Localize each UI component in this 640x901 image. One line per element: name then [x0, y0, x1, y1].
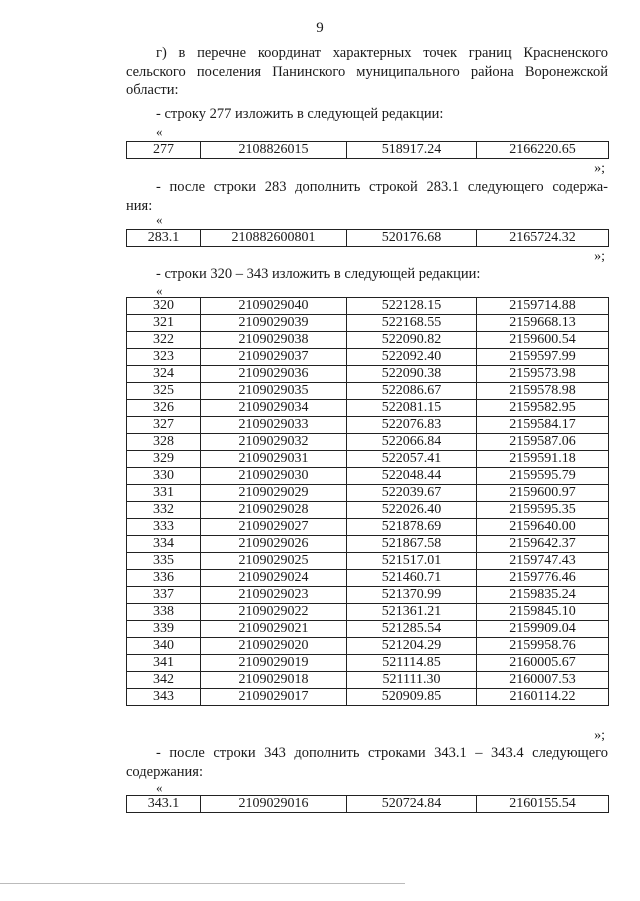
x-coordinate-cell: 522092.40 [347, 349, 477, 366]
point-id-cell: 2109029023 [201, 587, 347, 604]
section2-close-quote: »; [594, 249, 605, 264]
x-coordinate-cell: 518917.24 [347, 142, 477, 159]
section2-table [126, 229, 609, 247]
y-coordinate-cell: 2159597.99 [477, 349, 609, 366]
y-coordinate-cell: 2159845.10 [477, 604, 609, 621]
point-id-cell: 2109029020 [201, 638, 347, 655]
section3-table [126, 297, 609, 706]
table-row [127, 536, 609, 553]
point-number-cell: 328 [127, 434, 201, 451]
point-number-cell: 327 [127, 417, 201, 434]
point-number-cell: 321 [127, 315, 201, 332]
table-row [127, 638, 609, 655]
section2-open-quote: « [156, 212, 163, 227]
table-row [127, 315, 609, 332]
intro-line-3: области: [126, 82, 179, 98]
table-row [127, 604, 609, 621]
table-row [127, 417, 609, 434]
section1-instruction: - строку 277 изложить в следующей редакции: [156, 106, 444, 122]
table-row [127, 587, 609, 604]
y-coordinate-cell: 2159584.17 [477, 417, 609, 434]
x-coordinate-cell: 521878.69 [347, 519, 477, 536]
point-number-cell: 336 [127, 570, 201, 587]
x-coordinate-cell: 522048.44 [347, 468, 477, 485]
x-coordinate-cell: 522026.40 [347, 502, 477, 519]
point-number-cell: 343 [127, 689, 201, 706]
x-coordinate-cell: 522168.55 [347, 315, 477, 332]
table-row [127, 434, 609, 451]
x-coordinate-cell: 522039.67 [347, 485, 477, 502]
x-coordinate-cell: 520909.85 [347, 689, 477, 706]
point-number-cell: 334 [127, 536, 201, 553]
point-number-cell: 337 [127, 587, 201, 604]
table-row [127, 142, 609, 159]
point-number-cell: 342 [127, 672, 201, 689]
point-id-cell: 2109029033 [201, 417, 347, 434]
point-number-cell: 339 [127, 621, 201, 638]
point-number-cell: 320 [127, 298, 201, 315]
page-number: 9 [316, 20, 324, 36]
x-coordinate-cell: 520724.84 [347, 796, 477, 813]
table-row [127, 332, 609, 349]
section3-instruction: - строки 320 – 343 изложить в следующей редакции: [156, 266, 481, 282]
point-number-cell: 343.1 [127, 796, 201, 813]
y-coordinate-cell: 2159587.06 [477, 434, 609, 451]
point-id-cell: 2109029029 [201, 485, 347, 502]
x-coordinate-cell: 521867.58 [347, 536, 477, 553]
table-row [127, 502, 609, 519]
table-row [127, 400, 609, 417]
y-coordinate-cell: 2159958.76 [477, 638, 609, 655]
y-coordinate-cell: 2165724.32 [477, 230, 609, 247]
point-id-cell: 2109029034 [201, 400, 347, 417]
point-id-cell: 2109029031 [201, 451, 347, 468]
point-number-cell: 330 [127, 468, 201, 485]
y-coordinate-cell: 2159640.00 [477, 519, 609, 536]
point-number-cell: 340 [127, 638, 201, 655]
table-row [127, 349, 609, 366]
x-coordinate-cell: 522090.82 [347, 332, 477, 349]
x-coordinate-cell: 522076.83 [347, 417, 477, 434]
table-row [127, 553, 609, 570]
section3-open-quote: « [156, 283, 163, 298]
intro-line-2: сельского поселения Панинского муниципального района Воронежской [126, 63, 608, 80]
x-coordinate-cell: 521204.29 [347, 638, 477, 655]
y-coordinate-cell: 2159591.18 [477, 451, 609, 468]
y-coordinate-cell: 2159578.98 [477, 383, 609, 400]
point-number-cell: 331 [127, 485, 201, 502]
table-row [127, 796, 609, 813]
y-coordinate-cell: 2159600.54 [477, 332, 609, 349]
intro-line-1: г) в перечне координат характерных точек границ Красненского [156, 45, 608, 61]
x-coordinate-cell: 521285.54 [347, 621, 477, 638]
table-row [127, 451, 609, 468]
y-coordinate-cell: 2159835.24 [477, 587, 609, 604]
section1-close-quote: »; [594, 161, 605, 176]
x-coordinate-cell: 521114.85 [347, 655, 477, 672]
point-id-cell: 2109029019 [201, 655, 347, 672]
table-row [127, 366, 609, 383]
section1-open-quote: « [156, 124, 163, 139]
y-coordinate-cell: 2159582.95 [477, 400, 609, 417]
point-id-cell: 2109029022 [201, 604, 347, 621]
point-number-cell: 322 [127, 332, 201, 349]
x-coordinate-cell: 522081.15 [347, 400, 477, 417]
point-number-cell: 329 [127, 451, 201, 468]
section4-instruction-line-1: - после строки 343 дополнить строками 343.1 – 343.4 следующего [156, 745, 608, 761]
section3-close-quote: »; [594, 728, 605, 743]
y-coordinate-cell: 2159642.37 [477, 536, 609, 553]
y-coordinate-cell: 2160005.67 [477, 655, 609, 672]
intro-paragraph [126, 44, 608, 100]
y-coordinate-cell: 2160007.53 [477, 672, 609, 689]
table-row [127, 570, 609, 587]
point-number-cell: 323 [127, 349, 201, 366]
section1-table [126, 141, 609, 159]
point-id-cell: 210882600801 [201, 230, 347, 247]
y-coordinate-cell: 2159595.35 [477, 502, 609, 519]
x-coordinate-cell: 522066.84 [347, 434, 477, 451]
point-id-cell: 2109029030 [201, 468, 347, 485]
point-number-cell: 325 [127, 383, 201, 400]
x-coordinate-cell: 522090.38 [347, 366, 477, 383]
y-coordinate-cell: 2166220.65 [477, 142, 609, 159]
y-coordinate-cell: 2159573.98 [477, 366, 609, 383]
point-id-cell: 2109029025 [201, 553, 347, 570]
point-id-cell: 2109029035 [201, 383, 347, 400]
point-id-cell: 2109029032 [201, 434, 347, 451]
point-id-cell: 2109029037 [201, 349, 347, 366]
point-number-cell: 332 [127, 502, 201, 519]
point-id-cell: 2109029036 [201, 366, 347, 383]
point-id-cell: 2109029017 [201, 689, 347, 706]
x-coordinate-cell: 521111.30 [347, 672, 477, 689]
point-id-cell: 2109029024 [201, 570, 347, 587]
point-number-cell: 326 [127, 400, 201, 417]
x-coordinate-cell: 522057.41 [347, 451, 477, 468]
point-number-cell: 333 [127, 519, 201, 536]
point-id-cell: 2109029040 [201, 298, 347, 315]
table-row [127, 621, 609, 638]
x-coordinate-cell: 521460.71 [347, 570, 477, 587]
y-coordinate-cell: 2159668.13 [477, 315, 609, 332]
point-number-cell: 338 [127, 604, 201, 621]
x-coordinate-cell: 521517.01 [347, 553, 477, 570]
y-coordinate-cell: 2160155.54 [477, 796, 609, 813]
x-coordinate-cell: 522086.67 [347, 383, 477, 400]
section2-instruction-line-2: ния: [126, 197, 153, 214]
table-row [127, 298, 609, 315]
y-coordinate-cell: 2159714.88 [477, 298, 609, 315]
point-number-cell: 341 [127, 655, 201, 672]
y-coordinate-cell: 2160114.22 [477, 689, 609, 706]
point-id-cell: 2109029039 [201, 315, 347, 332]
table-row [127, 383, 609, 400]
table-row [127, 519, 609, 536]
x-coordinate-cell: 521370.99 [347, 587, 477, 604]
table-row [127, 655, 609, 672]
table-row [127, 485, 609, 502]
point-number-cell: 335 [127, 553, 201, 570]
section4-instruction-line-2: содержания: [126, 763, 204, 780]
point-id-cell: 2109029028 [201, 502, 347, 519]
y-coordinate-cell: 2159595.79 [477, 468, 609, 485]
point-id-cell: 2109029021 [201, 621, 347, 638]
point-id-cell: 2109029018 [201, 672, 347, 689]
y-coordinate-cell: 2159600.97 [477, 485, 609, 502]
x-coordinate-cell: 522128.15 [347, 298, 477, 315]
x-coordinate-cell: 520176.68 [347, 230, 477, 247]
point-id-cell: 2109029026 [201, 536, 347, 553]
section2-instruction [126, 178, 608, 215]
point-id-cell: 2108826015 [201, 142, 347, 159]
table-row [127, 468, 609, 485]
point-number-cell: 277 [127, 142, 201, 159]
section4-table [126, 795, 609, 813]
table-row [127, 672, 609, 689]
section4-open-quote: « [156, 780, 163, 795]
y-coordinate-cell: 2159747.43 [477, 553, 609, 570]
point-id-cell: 2109029027 [201, 519, 347, 536]
section2-instruction-line-1: - после строки 283 дополнить строкой 283.1 следующего содержа- [156, 179, 608, 195]
point-id-cell: 2109029038 [201, 332, 347, 349]
point-number-cell: 283.1 [127, 230, 201, 247]
y-coordinate-cell: 2159909.04 [477, 621, 609, 638]
point-id-cell: 2109029016 [201, 796, 347, 813]
x-coordinate-cell: 521361.21 [347, 604, 477, 621]
table-row [127, 689, 609, 706]
table-row [127, 230, 609, 247]
footer-rule [0, 883, 405, 884]
section4-instruction [126, 744, 608, 781]
point-number-cell: 324 [127, 366, 201, 383]
y-coordinate-cell: 2159776.46 [477, 570, 609, 587]
